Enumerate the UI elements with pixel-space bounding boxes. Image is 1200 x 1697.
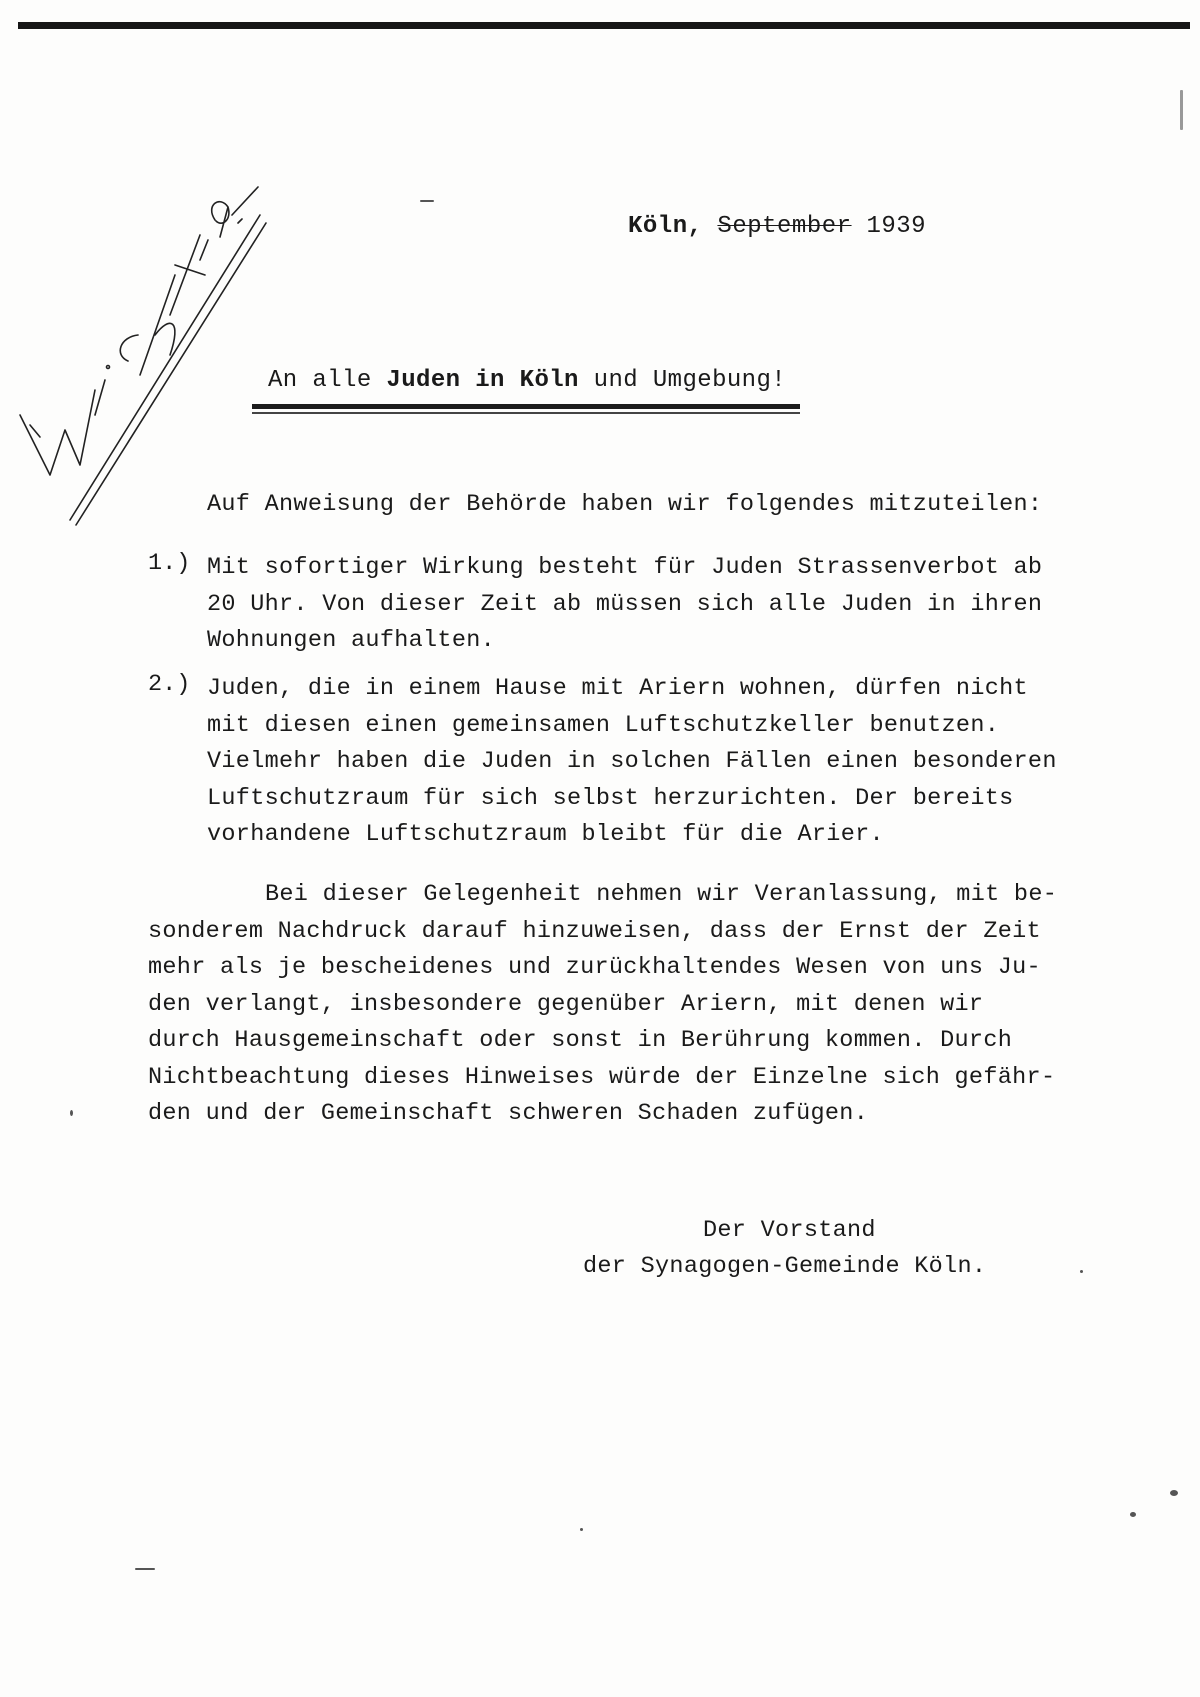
scan-speck <box>1080 1270 1083 1273</box>
signature-line-2: der Synagogen-Gemeinde Köln. <box>583 1253 987 1280</box>
heading-part-2: Juden in Köln <box>386 367 579 394</box>
item-2-text <box>207 671 1057 854</box>
paragraph-line: mehr als je bescheidenes und zurückhaltendes Wesen von uns Ju- <box>148 954 1041 981</box>
body-paragraph <box>148 877 1057 1133</box>
dateline-year: 1939 <box>866 213 927 240</box>
page-title <box>268 367 786 394</box>
heading-underline <box>252 404 800 409</box>
signature-line-1: Der Vorstand <box>703 1217 876 1244</box>
top-border-rule <box>18 22 1190 29</box>
handwritten-note-wichtig <box>10 175 310 595</box>
scan-speck <box>70 1110 73 1116</box>
scan-speck <box>580 1528 583 1531</box>
scan-speck <box>1130 1512 1136 1517</box>
item-2-line: Juden, die in einem Hause mit Ariern wohnen, dürfen nicht <box>207 675 1028 702</box>
item-1-line: 20 Uhr. Von dieser Zeit ab müssen sich alle Juden in ihren <box>207 590 1043 618</box>
paragraph-line: sonderem Nachdruck darauf hinzuweisen, dass der Ernst der Zeit <box>148 917 1041 945</box>
dateline <box>628 213 926 240</box>
intro-line: Auf Anweisung der Behörde haben wir folgendes mitzuteilen: <box>207 491 1043 518</box>
paragraph-line: den verlangt, insbesondere gegenüber Ariern, mit denen wir <box>148 990 984 1018</box>
item-1-number: 1.) <box>148 550 191 577</box>
heading-part-1: An alle <box>268 367 387 394</box>
item-1-line: Wohnungen aufhalten. <box>207 627 496 654</box>
dateline-month: September <box>717 213 852 240</box>
scan-speck <box>135 1568 155 1570</box>
scan-speck <box>420 200 434 202</box>
item-2-line: mit diesen einen gemeinsamen Luftschutzkeller benutzen. <box>207 711 1000 739</box>
item-1-text <box>207 550 1042 660</box>
paragraph-line <box>148 877 1057 914</box>
heading-part-3: und Umgebung! <box>578 367 787 394</box>
paragraph-line: durch Hausgemeinschaft oder sonst in Berührung kommen. Durch <box>148 1027 1013 1054</box>
item-2-line: Vielmehr haben die Juden in solchen Fällen einen besonderen <box>207 748 1057 775</box>
paragraph-line: Nichtbeachtung dieses Hinweises würde der Einzelne sich gefähr- <box>148 1063 1056 1091</box>
paragraph-line: den und der Gemeinschaft schweren Schaden zufügen. <box>148 1100 869 1127</box>
dateline-city: Köln, <box>628 213 703 240</box>
heading-underline-thin <box>252 412 800 414</box>
scan-speck <box>1170 1490 1178 1496</box>
item-2-line: Luftschutzraum für sich selbst herzurichten. Der bereits <box>207 784 1014 812</box>
item-2-line: vorhandene Luftschutzraum bleibt für die Arier. <box>207 821 884 848</box>
scan-speck <box>1180 90 1183 130</box>
item-2-number: 2.) <box>148 671 191 698</box>
paragraph-line-text: Bei dieser Gelegenheit nehmen wir Veranlassung, mit be- <box>265 881 1058 908</box>
item-1-line: Mit sofortiger Wirkung besteht für Juden Strassenverbot ab <box>207 554 1043 581</box>
